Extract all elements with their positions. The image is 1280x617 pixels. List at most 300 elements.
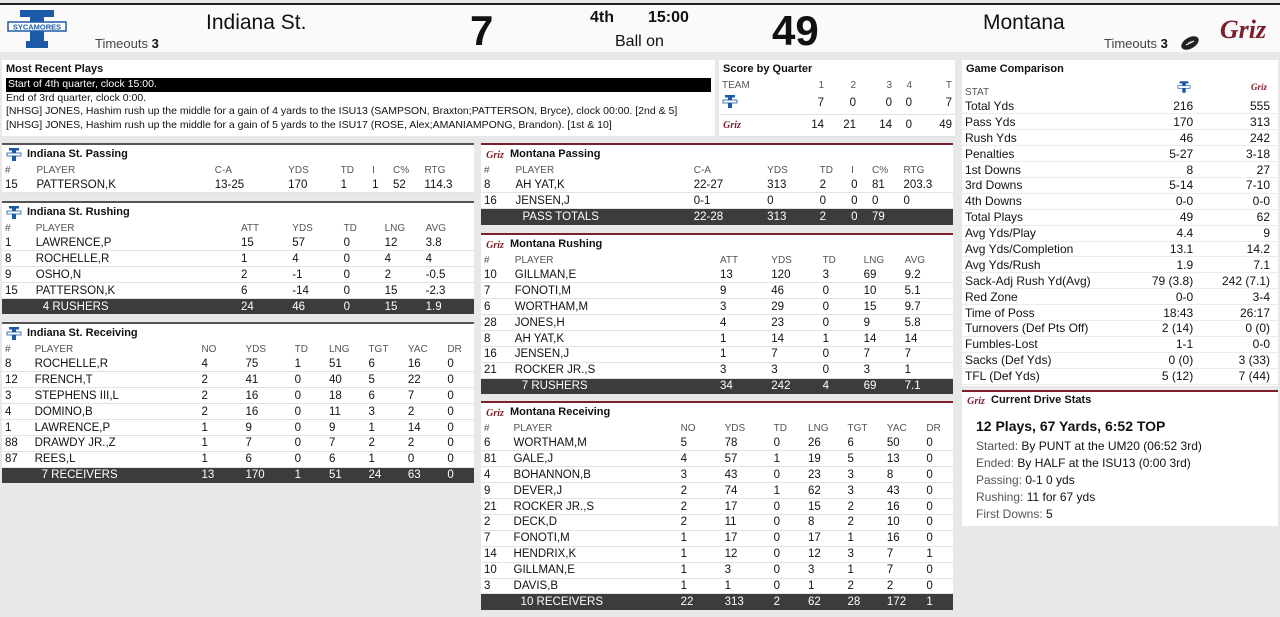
stat-cell: 1	[2, 420, 32, 436]
stat-cell: 1	[805, 578, 844, 594]
player-name[interactable]: WORTHAM,M	[512, 299, 717, 315]
column-header[interactable]: I	[372, 164, 375, 176]
game-comparison-table: STAT Griz Total Yds 216 555 Pass Yds 170 313 Rush Yds 46 242 Penalties 5-27 3-18 1st Downs 8 27 3rd Downs 5-14 7-10 4th Downs 0-0 0-0 Total Plays 49 62 Avg Yds/Play 4.4 9 Avg Yds/Completion 13.1 14.2 Avg Yds/Rush 1.9 7.1 Sack-Adj Rush Yd(Avg) 79 (3.8) 242 (7.1) Red Zone 0-0 3-4 Time of Poss 18:43 26:17 Turnovers (Def Pts Off) 2 (14) 0 (0) Fumbles-Lost 1-1 0-0 Sacks (Def Yds) 0 (0) 3 (33) TFL (Def Yds) 5 (12) 7 (44)	[962, 78, 1278, 385]
stat-cell: 6	[844, 435, 883, 451]
table-row	[2, 177, 474, 193]
column-header[interactable]: AVG	[904, 254, 926, 266]
player-name[interactable]: JENSEN,J	[512, 193, 690, 209]
table-row	[2, 388, 474, 404]
total-cell: 10 RECEIVERS	[511, 594, 678, 610]
stat-cell: -14	[289, 283, 340, 299]
stat-cell: 14	[902, 331, 953, 347]
column-header[interactable]: TD	[773, 422, 787, 434]
player-name[interactable]: LAWRENCE,P	[33, 235, 238, 251]
stat-cell: 1	[820, 331, 861, 347]
stat-label: Sack-Adj Rush Yd(Avg)	[962, 273, 1133, 289]
column-header[interactable]: #	[5, 343, 11, 355]
player-name[interactable]: GILLMAN,E	[512, 267, 717, 283]
comparison-row	[962, 114, 1278, 130]
stat-cell: 43	[722, 467, 771, 483]
total-cell: 172	[884, 594, 923, 610]
player-name[interactable]: ROCHELLE,R	[32, 356, 199, 372]
stat-cell: 6	[243, 451, 292, 467]
isu-receiving-table	[2, 342, 474, 483]
um-rushing-title: Montana Rushing	[510, 238, 603, 250]
stat-cell: 6	[365, 388, 404, 404]
stat-value: 5-14	[1133, 177, 1201, 193]
column-header[interactable]: YDS	[724, 422, 746, 434]
table-row	[481, 267, 953, 283]
game-period: 4th	[590, 9, 614, 26]
drive-started: Started: By PUNT at the UM20 (06:52 3rd)	[976, 439, 1202, 453]
column-header[interactable]: I	[851, 164, 854, 176]
total-cell: 46	[289, 299, 340, 315]
stat-cell: 16	[405, 356, 444, 372]
table-row	[481, 467, 953, 483]
stat-cell: 0	[923, 578, 953, 594]
total-cell: 4	[820, 378, 861, 394]
stat-cell: 1	[717, 331, 768, 347]
isu-mini-logo-icon	[6, 206, 22, 219]
stat-cell: 10	[884, 514, 923, 530]
stat-label: Red Zone	[962, 289, 1133, 305]
stat-cell: 8	[481, 177, 512, 193]
stat-cell: 0	[869, 193, 900, 209]
stat-cell: 4	[481, 467, 511, 483]
stat-value: 13.1	[1133, 241, 1201, 257]
table-row	[2, 235, 474, 251]
stat-label: TFL (Def Yds)	[962, 368, 1133, 384]
stat-cell: 41	[243, 372, 292, 388]
stat-cell: 2	[884, 578, 923, 594]
stat-cell: 81	[481, 451, 511, 467]
stat-cell: 1	[678, 530, 722, 546]
total-cell	[481, 594, 511, 610]
stat-cell: 0	[771, 499, 805, 515]
column-header[interactable]: YAC	[886, 422, 907, 434]
stat-cell: 2	[678, 499, 722, 515]
player-name[interactable]: GILLMAN,E	[511, 562, 678, 578]
stat-cell: 14	[405, 420, 444, 436]
table-row	[2, 404, 474, 420]
table-row	[481, 283, 953, 299]
column-header[interactable]: PLAYER	[515, 164, 555, 176]
stat-cell: 120	[768, 267, 819, 283]
griz-mini-logo-icon	[485, 148, 505, 160]
player-name[interactable]: FONOTI,M	[511, 530, 678, 546]
player-name[interactable]: ROCKER JR.,S	[512, 362, 717, 378]
stat-cell: 0	[923, 562, 953, 578]
stat-cell: 16	[481, 193, 512, 209]
player-name[interactable]: GALE,J	[511, 451, 678, 467]
stat-label: Total Plays	[962, 209, 1133, 225]
stat-cell: 3	[844, 467, 883, 483]
stat-cell: 2	[382, 267, 423, 283]
griz-mini-logo-icon	[485, 238, 505, 250]
stat-cell: 1	[198, 435, 242, 451]
stat-cell: 0	[771, 578, 805, 594]
stat-value: 49	[1133, 209, 1201, 225]
stat-label: Penalties	[962, 146, 1133, 162]
column-header[interactable]: NO	[680, 422, 696, 434]
stat-cell: 9	[717, 283, 768, 299]
stat-cell: 2	[817, 177, 848, 193]
player-name[interactable]: FONOTI,M	[512, 283, 717, 299]
um-rushing-panel	[481, 233, 953, 394]
svg-text:Griz: Griz	[967, 396, 985, 406]
stat-cell: 17	[805, 530, 844, 546]
column-header[interactable]: PLAYER	[34, 343, 74, 355]
comparison-row	[962, 130, 1278, 146]
score-by-quarter-panel	[719, 60, 955, 136]
total-cell: 0	[848, 209, 869, 225]
table-row	[481, 362, 953, 378]
column-header[interactable]: DR	[926, 422, 941, 434]
stat-cell: 0	[444, 435, 474, 451]
um-passing-panel	[481, 143, 953, 225]
stat-cell: 0	[923, 435, 953, 451]
stat-cell: 1	[365, 420, 404, 436]
stat-cell: 1	[771, 451, 805, 467]
total-cell: 62	[805, 594, 844, 610]
stat-cell: 57	[722, 451, 771, 467]
player-name[interactable]: PATTERSON,K	[33, 283, 238, 299]
column-header[interactable]: LNG	[808, 422, 829, 434]
column-header[interactable]: ATT	[240, 222, 260, 234]
comparison-row	[962, 257, 1278, 273]
stat-label: Fumbles-Lost	[962, 336, 1133, 352]
column-header[interactable]: TD	[294, 343, 308, 355]
stat-cell: 9	[243, 420, 292, 436]
stat-cell: 7	[326, 435, 365, 451]
play-item[interactable]: Start of 4th quarter, clock 15:00.	[6, 78, 711, 92]
stat-cell: 4	[289, 251, 340, 267]
column-header[interactable]: C%	[872, 164, 889, 176]
stat-cell: 0	[444, 451, 474, 467]
column-header[interactable]: C-A	[214, 164, 232, 176]
stat-label: Avg Yds/Rush	[962, 257, 1133, 273]
total-cell: 7.1	[902, 378, 953, 394]
total-cell: 313	[722, 594, 771, 610]
player-name[interactable]: HENDRIX,K	[511, 546, 678, 562]
stat-cell: 22	[405, 372, 444, 388]
total-cell: 7 RECEIVERS	[32, 467, 199, 483]
stat-cell: 21	[481, 499, 511, 515]
column-header[interactable]: RTG	[903, 164, 925, 176]
column-header[interactable]: TD	[819, 164, 833, 176]
stat-cell: 8	[805, 514, 844, 530]
um-passing-table	[481, 163, 953, 225]
stat-cell: 69	[861, 267, 902, 283]
stat-cell: 6	[326, 451, 365, 467]
player-name[interactable]: WORTHAM,M	[511, 435, 678, 451]
column-header[interactable]: LNG	[384, 222, 406, 234]
isu-mini-logo-icon	[6, 148, 22, 161]
stat-cell: 13	[884, 451, 923, 467]
column-header[interactable]: RTG	[424, 164, 446, 176]
player-name[interactable]: DEVER,J	[511, 483, 678, 499]
comparison-row	[962, 193, 1278, 209]
stat-value: 3 (33)	[1201, 352, 1278, 368]
stat-cell: 9	[326, 420, 365, 436]
table-row	[481, 451, 953, 467]
column-header[interactable]: YDS	[288, 164, 309, 176]
column-header[interactable]: LNG	[863, 254, 885, 266]
column-header[interactable]: PLAYER	[514, 254, 554, 266]
isu-receiving-title: Indiana St. Receiving	[27, 327, 138, 339]
player-name[interactable]: STEPHENS III,L	[32, 388, 199, 404]
stat-cell: 16	[884, 530, 923, 546]
stat-cell: 14	[481, 546, 511, 562]
stat-cell: 1	[844, 562, 883, 578]
stat-cell: 1	[771, 483, 805, 499]
stat-cell: 0	[292, 435, 326, 451]
stat-cell: 0	[923, 530, 953, 546]
column-header[interactable]: #	[5, 222, 11, 234]
stat-cell: 5.8	[902, 315, 953, 331]
stat-cell: 2	[678, 514, 722, 530]
stat-cell: 74	[722, 483, 771, 499]
isu-passing-table	[2, 163, 474, 193]
column-header[interactable]: TD	[340, 164, 354, 176]
column-header[interactable]: YDS	[292, 222, 313, 234]
player-name[interactable]: BOHANNON,B	[511, 467, 678, 483]
player-name[interactable]: REES,L	[32, 451, 199, 467]
play-item[interactable]: [NHSG] JONES, Hashim rush up the middle for a gain of 5 yards to the ISU17 (ROSE, Alex;AMANIAMPONG, Brandon). [1st & 10]	[6, 118, 612, 131]
table-row	[2, 251, 474, 267]
table-row	[481, 546, 953, 562]
stat-cell: 6	[481, 299, 512, 315]
stat-cell: 13-25	[212, 177, 285, 193]
isu-rushing-panel	[2, 201, 474, 314]
stat-cell: 16	[243, 404, 292, 420]
total-cell: 2	[771, 594, 805, 610]
um-receiving-title: Montana Receiving	[510, 406, 611, 418]
comparison-row	[962, 225, 1278, 241]
griz-mini-logo-icon	[485, 406, 505, 418]
stat-cell: 0	[820, 362, 861, 378]
comparison-row	[962, 162, 1278, 178]
column-header[interactable]: ATT	[719, 254, 739, 266]
stat-label: Sacks (Def Yds)	[962, 352, 1133, 368]
table-row	[2, 451, 474, 467]
total-cell: 24	[238, 299, 289, 315]
stat-value: 2 (14)	[1133, 320, 1201, 336]
player-name[interactable]: DAVIS,B	[511, 578, 678, 594]
table-row	[2, 283, 474, 299]
stat-cell: 3	[844, 546, 883, 562]
stat-cell: 1	[238, 251, 289, 267]
total-cell: 2	[817, 209, 848, 225]
stat-cell: 22-27	[691, 177, 764, 193]
player-name[interactable]: AH YAT,K	[512, 177, 690, 193]
home-timeouts: Timeouts 3	[95, 36, 159, 51]
total-cell: 22	[678, 594, 722, 610]
column-header[interactable]: TD	[343, 222, 357, 234]
home-team-name: Indiana St.	[206, 11, 307, 34]
current-drive-title: Current Drive Stats	[991, 394, 1092, 406]
stat-cell: 3	[678, 467, 722, 483]
column-header[interactable]: PLAYER	[35, 222, 75, 234]
player-name[interactable]: PATTERSON,K	[33, 177, 211, 193]
player-name[interactable]: LAWRENCE,P	[32, 420, 199, 436]
stat-cell: 78	[722, 435, 771, 451]
stat-cell: 0	[341, 251, 382, 267]
stat-cell: 6	[365, 356, 404, 372]
stat-cell: 8	[884, 467, 923, 483]
column-header[interactable]: PLAYER	[36, 164, 76, 176]
column-header[interactable]: NO	[201, 343, 217, 355]
stat-value: 9	[1201, 225, 1278, 241]
column-header[interactable]: C%	[393, 164, 410, 176]
column-header[interactable]: LNG	[328, 343, 350, 355]
stat-cell: 1	[292, 356, 326, 372]
stat-cell: 1	[198, 451, 242, 467]
column-header[interactable]: TGT	[368, 343, 389, 355]
stat-cell: 43	[884, 483, 923, 499]
column-header[interactable]: TGT	[847, 422, 868, 434]
column-header[interactable]: PLAYER	[513, 422, 553, 434]
home-score: 7	[470, 7, 494, 54]
stat-cell: 2	[198, 388, 242, 404]
stat-cell: 0	[848, 193, 869, 209]
drive-rushing: Rushing: 11 for 67 yds	[976, 490, 1096, 504]
stat-cell: 87	[2, 451, 32, 467]
stat-cell: 0	[771, 546, 805, 562]
column-header[interactable]: #	[484, 422, 490, 434]
stat-cell: 0	[848, 177, 869, 193]
stat-cell: 3	[722, 562, 771, 578]
column-header[interactable]: YDS	[771, 254, 792, 266]
stat-value: 46	[1133, 130, 1201, 146]
stat-cell: 3	[717, 362, 768, 378]
stat-cell: 29	[768, 299, 819, 315]
stat-cell: 12	[2, 372, 32, 388]
total-cell: 24	[365, 467, 404, 483]
stat-cell: 0	[292, 420, 326, 436]
stat-cell: 5	[365, 372, 404, 388]
stat-cell: 1	[844, 530, 883, 546]
player-name[interactable]: JONES,H	[512, 315, 717, 331]
play-item[interactable]: [NHSG] JONES, Hashim rush up the middle for a gain of 4 yards to the ISU13 (SAMPSON, Braxton;PATTERSON, Bryce), clock 00:00. [2nd & 5]	[6, 105, 678, 117]
stat-cell: 2	[844, 514, 883, 530]
table-row	[2, 372, 474, 388]
current-drive-panel	[962, 390, 1278, 526]
stat-cell: 4	[2, 404, 32, 420]
stat-cell: 9.7	[902, 299, 953, 315]
total-cell: 170	[243, 467, 292, 483]
table-row	[2, 356, 474, 372]
stat-cell: 7	[481, 530, 511, 546]
player-name[interactable]: DECK,D	[511, 514, 678, 530]
stat-cell: 9	[481, 483, 511, 499]
svg-text:Griz: Griz	[723, 119, 741, 130]
column-header[interactable]: YDS	[245, 343, 267, 355]
table-row	[481, 177, 953, 193]
stat-cell: 2	[844, 578, 883, 594]
stat-cell: 16	[481, 346, 512, 362]
stat-cell: 5	[844, 451, 883, 467]
drive-first-downs: First Downs: 5	[976, 507, 1053, 521]
stat-cell: 1	[678, 546, 722, 562]
player-name[interactable]: DRAWDY JR.,Z	[32, 435, 199, 451]
stat-cell: 0	[820, 283, 861, 299]
player-name[interactable]: FRENCH,T	[32, 372, 199, 388]
stat-cell: -2.3	[423, 283, 474, 299]
player-name[interactable]: DOMINO,B	[32, 404, 199, 420]
table-row	[2, 420, 474, 436]
stat-cell: 75	[243, 356, 292, 372]
total-cell	[900, 209, 953, 225]
stat-cell: -1	[289, 267, 340, 283]
column-header[interactable]: #	[484, 164, 490, 176]
game-clock: 15:00	[648, 9, 689, 26]
score-row-isu: 7 0 0 0 7	[719, 92, 955, 114]
stat-cell: 3	[2, 388, 32, 404]
column-header[interactable]: #	[484, 254, 490, 266]
table-row	[481, 346, 953, 362]
um-receiving-table	[481, 421, 953, 610]
stat-cell: 1	[717, 346, 768, 362]
stat-cell: 17	[722, 499, 771, 515]
stat-cell: 6	[238, 283, 289, 299]
comparison-row	[962, 336, 1278, 352]
stat-cell: 3	[844, 483, 883, 499]
column-header[interactable]: YAC	[407, 343, 428, 355]
stat-cell: 6	[481, 435, 511, 451]
stat-value: 1-1	[1133, 336, 1201, 352]
stat-cell: 8	[2, 251, 33, 267]
total-cell	[2, 467, 32, 483]
player-name[interactable]: ROCKER JR.,S	[511, 499, 678, 515]
table-row	[481, 315, 953, 331]
stat-cell: 1	[722, 578, 771, 594]
column-header[interactable]: #	[5, 164, 11, 176]
total-cell: PASS TOTALS	[512, 209, 690, 225]
column-header[interactable]: C-A	[693, 164, 711, 176]
column-header[interactable]: TD	[822, 254, 836, 266]
table-row	[481, 562, 953, 578]
stat-cell: 15	[382, 283, 423, 299]
stat-value: 5-27	[1133, 146, 1201, 162]
stat-value: 170	[1133, 114, 1201, 130]
stat-label: Pass Yds	[962, 114, 1133, 130]
stat-cell: 4	[678, 451, 722, 467]
player-name[interactable]: OSHO,N	[33, 267, 238, 283]
stat-cell: 3	[717, 299, 768, 315]
total-cell: 79	[869, 209, 900, 225]
stat-cell: 1	[2, 235, 33, 251]
column-header[interactable]: YDS	[767, 164, 788, 176]
player-name[interactable]: ROCHELLE,R	[33, 251, 238, 267]
play-item[interactable]: End of 3rd quarter, clock 0:00.	[6, 91, 147, 104]
stat-cell: 7	[884, 546, 923, 562]
totals-row	[481, 209, 953, 225]
player-name[interactable]: JENSEN,J	[512, 346, 717, 362]
stat-cell: 13	[717, 267, 768, 283]
stat-cell: 7	[243, 435, 292, 451]
total-cell: 15	[382, 299, 423, 315]
stat-cell: 2	[198, 404, 242, 420]
stat-cell: 3.8	[423, 235, 474, 251]
stat-cell: 15	[861, 299, 902, 315]
stat-value: 1.9	[1133, 257, 1201, 273]
column-header[interactable]: AVG	[425, 222, 447, 234]
column-header[interactable]: DR	[447, 343, 462, 355]
stat-cell: 5.1	[902, 283, 953, 299]
player-name[interactable]: AH YAT,K	[512, 331, 717, 347]
stat-value: 62	[1201, 209, 1278, 225]
